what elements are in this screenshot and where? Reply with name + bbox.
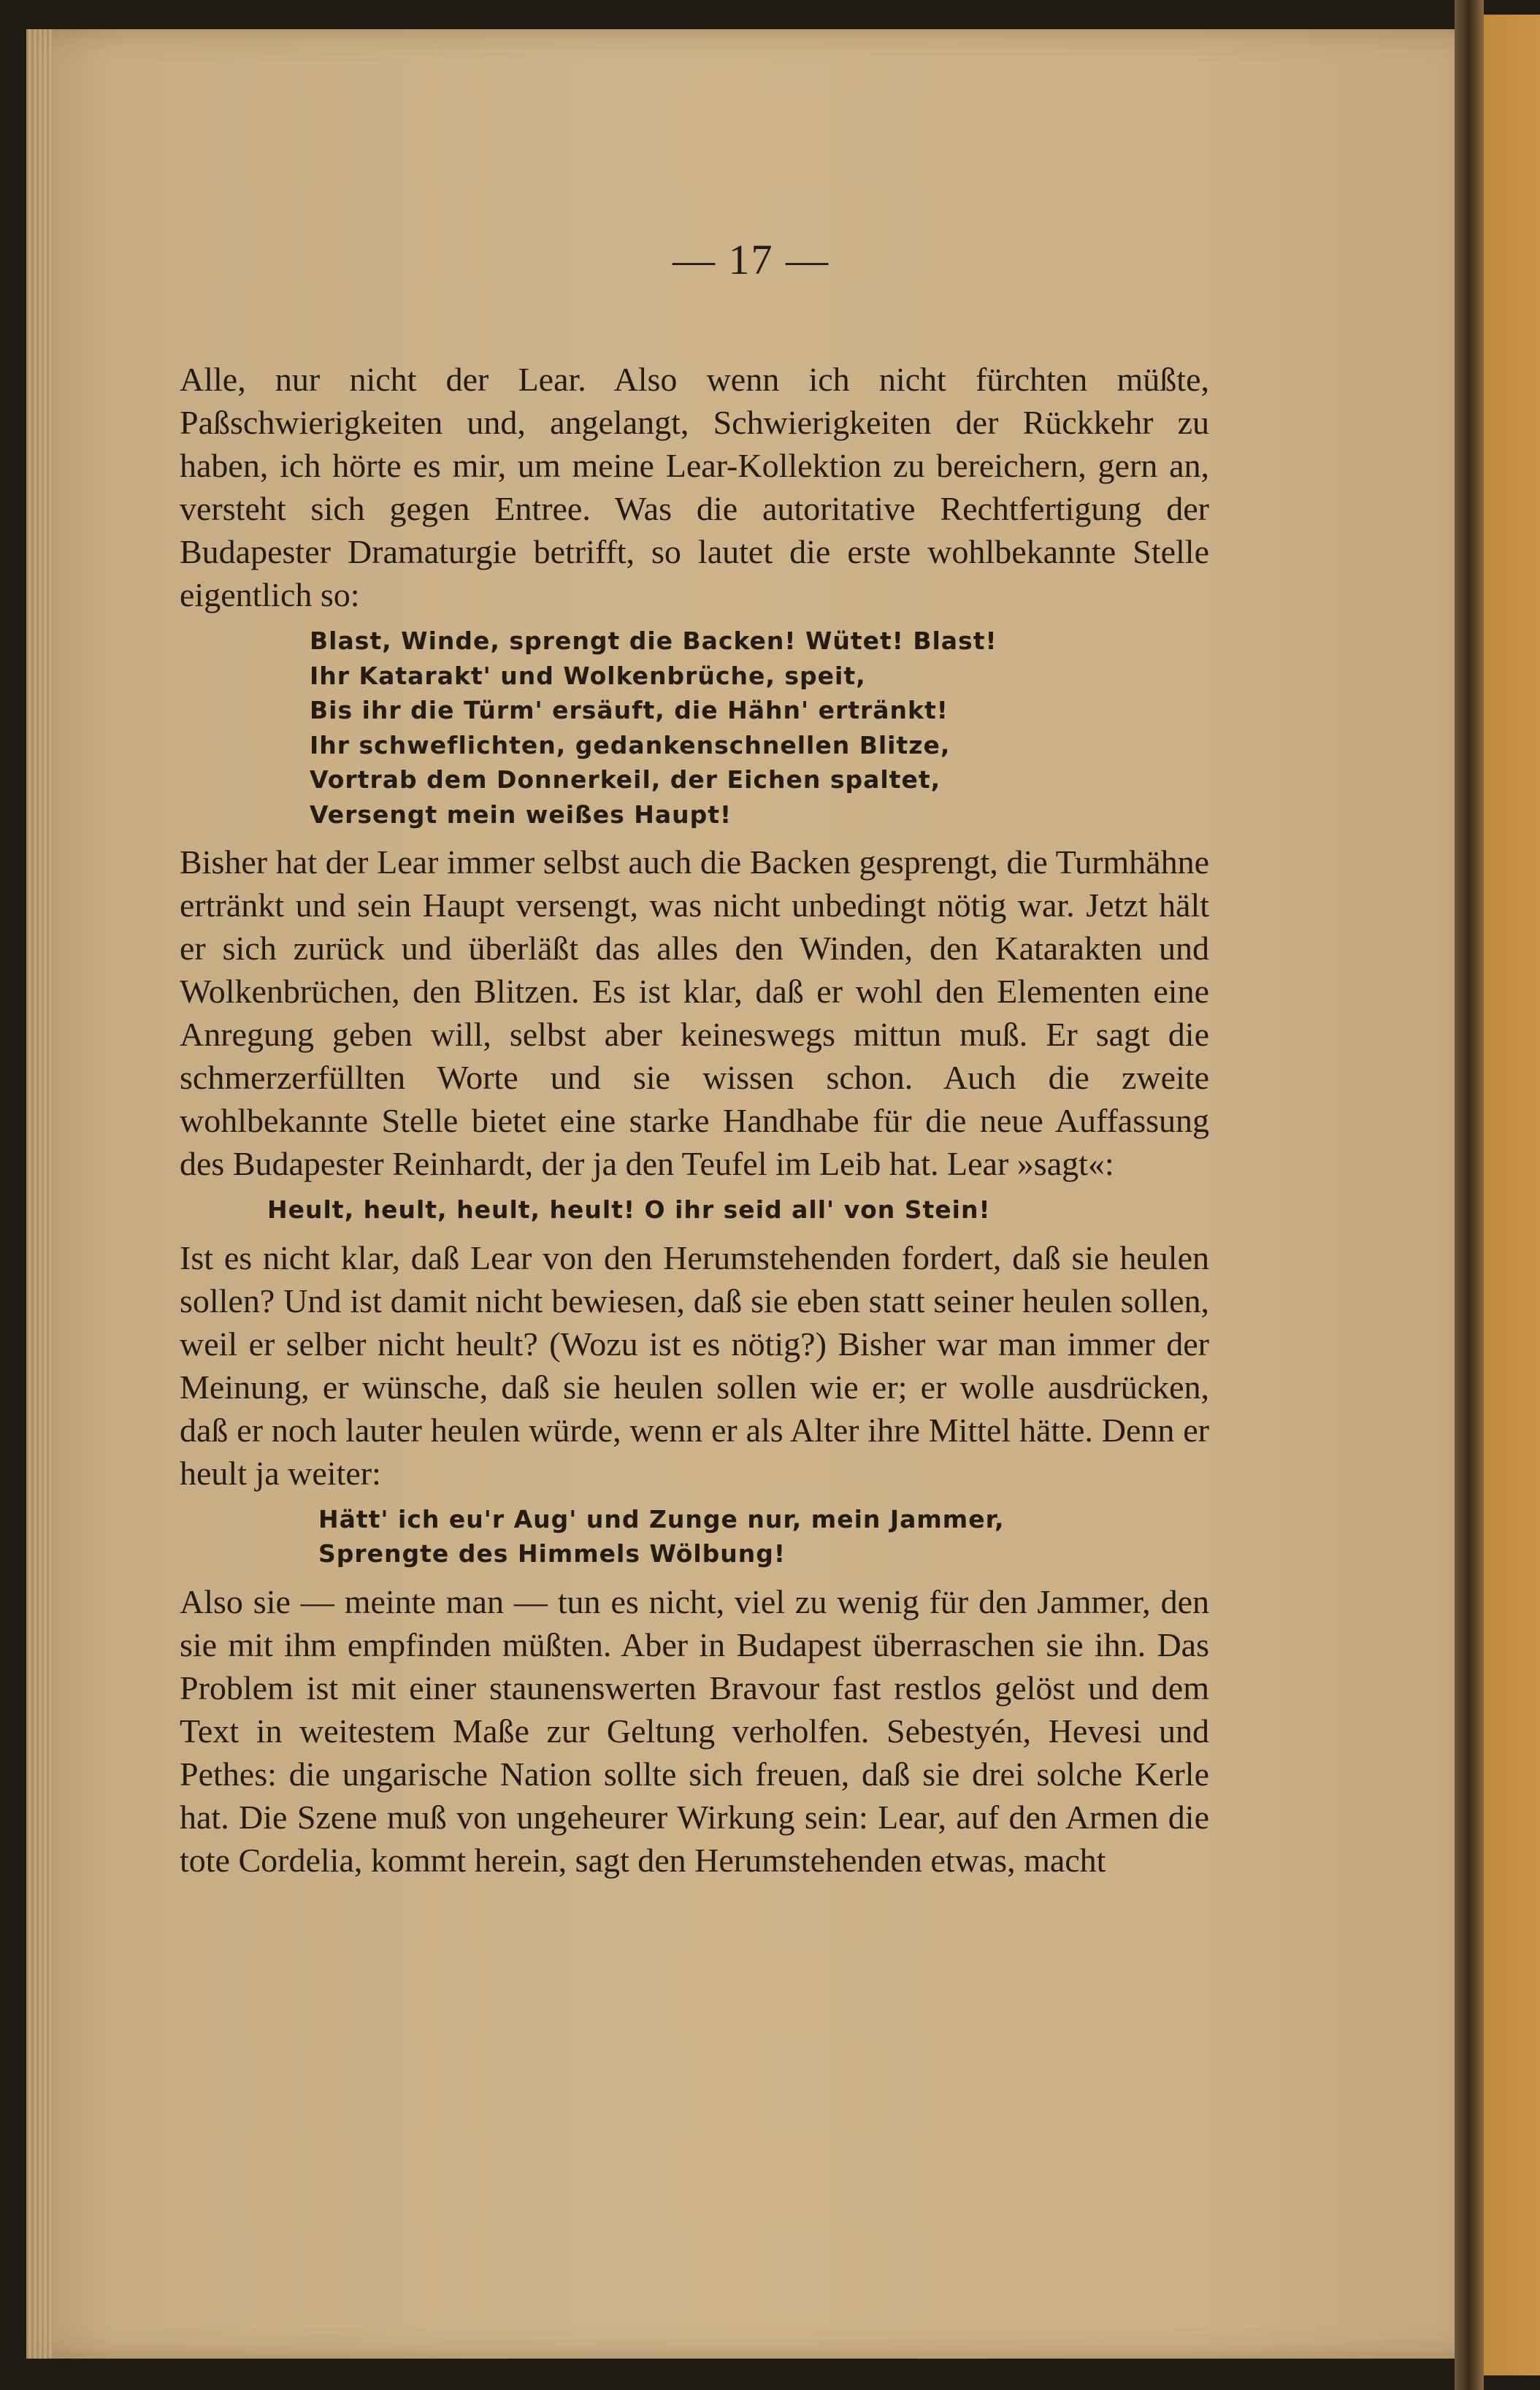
verse-quote bbox=[180, 1192, 1209, 1227]
verse-line: Versengt mein weißes Haupt! bbox=[310, 800, 732, 829]
verse-line: Ihr schweflichten, gedankenschnellen Blitze, bbox=[310, 730, 951, 759]
page bbox=[26, 29, 1476, 2359]
book-gutter bbox=[1455, 0, 1484, 2390]
adjacent-page-edge bbox=[1484, 15, 1540, 2375]
verse-line: Hätt' ich eu'r Aug' und Zunge nur, mein Jammer, bbox=[318, 1504, 1005, 1533]
verse-quote bbox=[180, 624, 1209, 832]
page-edges bbox=[26, 29, 53, 2359]
paragraph: Ist es nicht klar, daß Lear von den Herumstehenden fordert, daß sie heulen sollen? Und ist damit nicht bewiesen, daß sie eben statt seiner heulen sollen, weil er selber nicht heult? (Wozu ist es nötig?) Bisher war man immer der Meinung, er wünsche, daß sie heulen sollen wie er; er wolle ausdrücken, daß er noch lauter heulen würde, wenn er als Alter ihre Mittel hätte. Denn er heult ja weiter: bbox=[180, 1238, 1209, 1492]
verse-line: Blast, Winde, sprengt die Backen! Wütet! Blast! bbox=[310, 627, 997, 655]
verse-line: Heult, heult, heult, heult! O ihr seid all' von Stein! bbox=[267, 1195, 991, 1224]
verse-line: Ihr Katarakt' und Wolkenbrüche, speit, bbox=[310, 661, 866, 690]
verse-line: Bis ihr die Türm' ersäuft, die Hähn' ertränkt! bbox=[310, 696, 949, 724]
page-number: — 17 — bbox=[673, 236, 830, 283]
paragraph: Also sie — meinte man — tun es nicht, viel zu wenig für den Jammer, den sie mit ihm empfinden müßten. Aber in Budapest überraschen sie ihn. Das Problem ist mit einer staunenswerten Bravour fast restlos gelöst und dem Text in weitestem Maße zur Geltung verholfen. Sebestyén, Hevesi und Pethes: die ungarische Nation sollte sich freuen, daß sie drei solche Kerle hat. Die Szene muß von ungeheurer Wirkung sein: Lear, auf den Armen die tote Cordelia, kommt herein, sagt den Herumstehenden etwas, macht bbox=[180, 1582, 1209, 1879]
verse-quote bbox=[180, 1502, 1209, 1571]
verse-line: Sprengte des Himmels Wölbung! bbox=[318, 1539, 786, 1568]
verse-line: Vortrab dem Donnerkeil, der Eichen spaltet, bbox=[310, 765, 941, 794]
paragraph: Bisher hat der Lear immer selbst auch die Backen gesprengt, die Turmhähne ertränkt und sein Haupt versengt, was nicht unbedingt nötig war. Jetzt hält er sich zurück und überläßt das alles den Winden, den Katarakten und Wolkenbrüchen, den Blitzen. Es ist klar, daß er wohl den Elementen eine Anregung geben will, selbst aber keineswegs mittun muß. Er sagt die schmerzerfüllten Worte und sie wissen schon. Auch die zweite wohlbekannte Stelle bietet eine starke Handhabe für die neue Auffassung des Budapester Reinhardt, der ja den Teufel im Leib hat. Lear »sagt«: bbox=[180, 843, 1209, 1182]
paragraph: Alle, nur nicht der Lear. Also wenn ich nicht fürchten müßte, Paßschwierigkeiten und, angelangt, Schwierigkeiten der Rückkehr zu haben, ich hörte es mir, um meine Lear-Kollektion zu bereichern, gern an, versteht sich gegen Entree. Was die autoritative Rechtfertigung der Budapester Dramaturgie betrifft, so lautet die erste wohlbekannte Stelle eigentlich so: bbox=[180, 361, 1209, 613]
body-text bbox=[180, 358, 1209, 1882]
